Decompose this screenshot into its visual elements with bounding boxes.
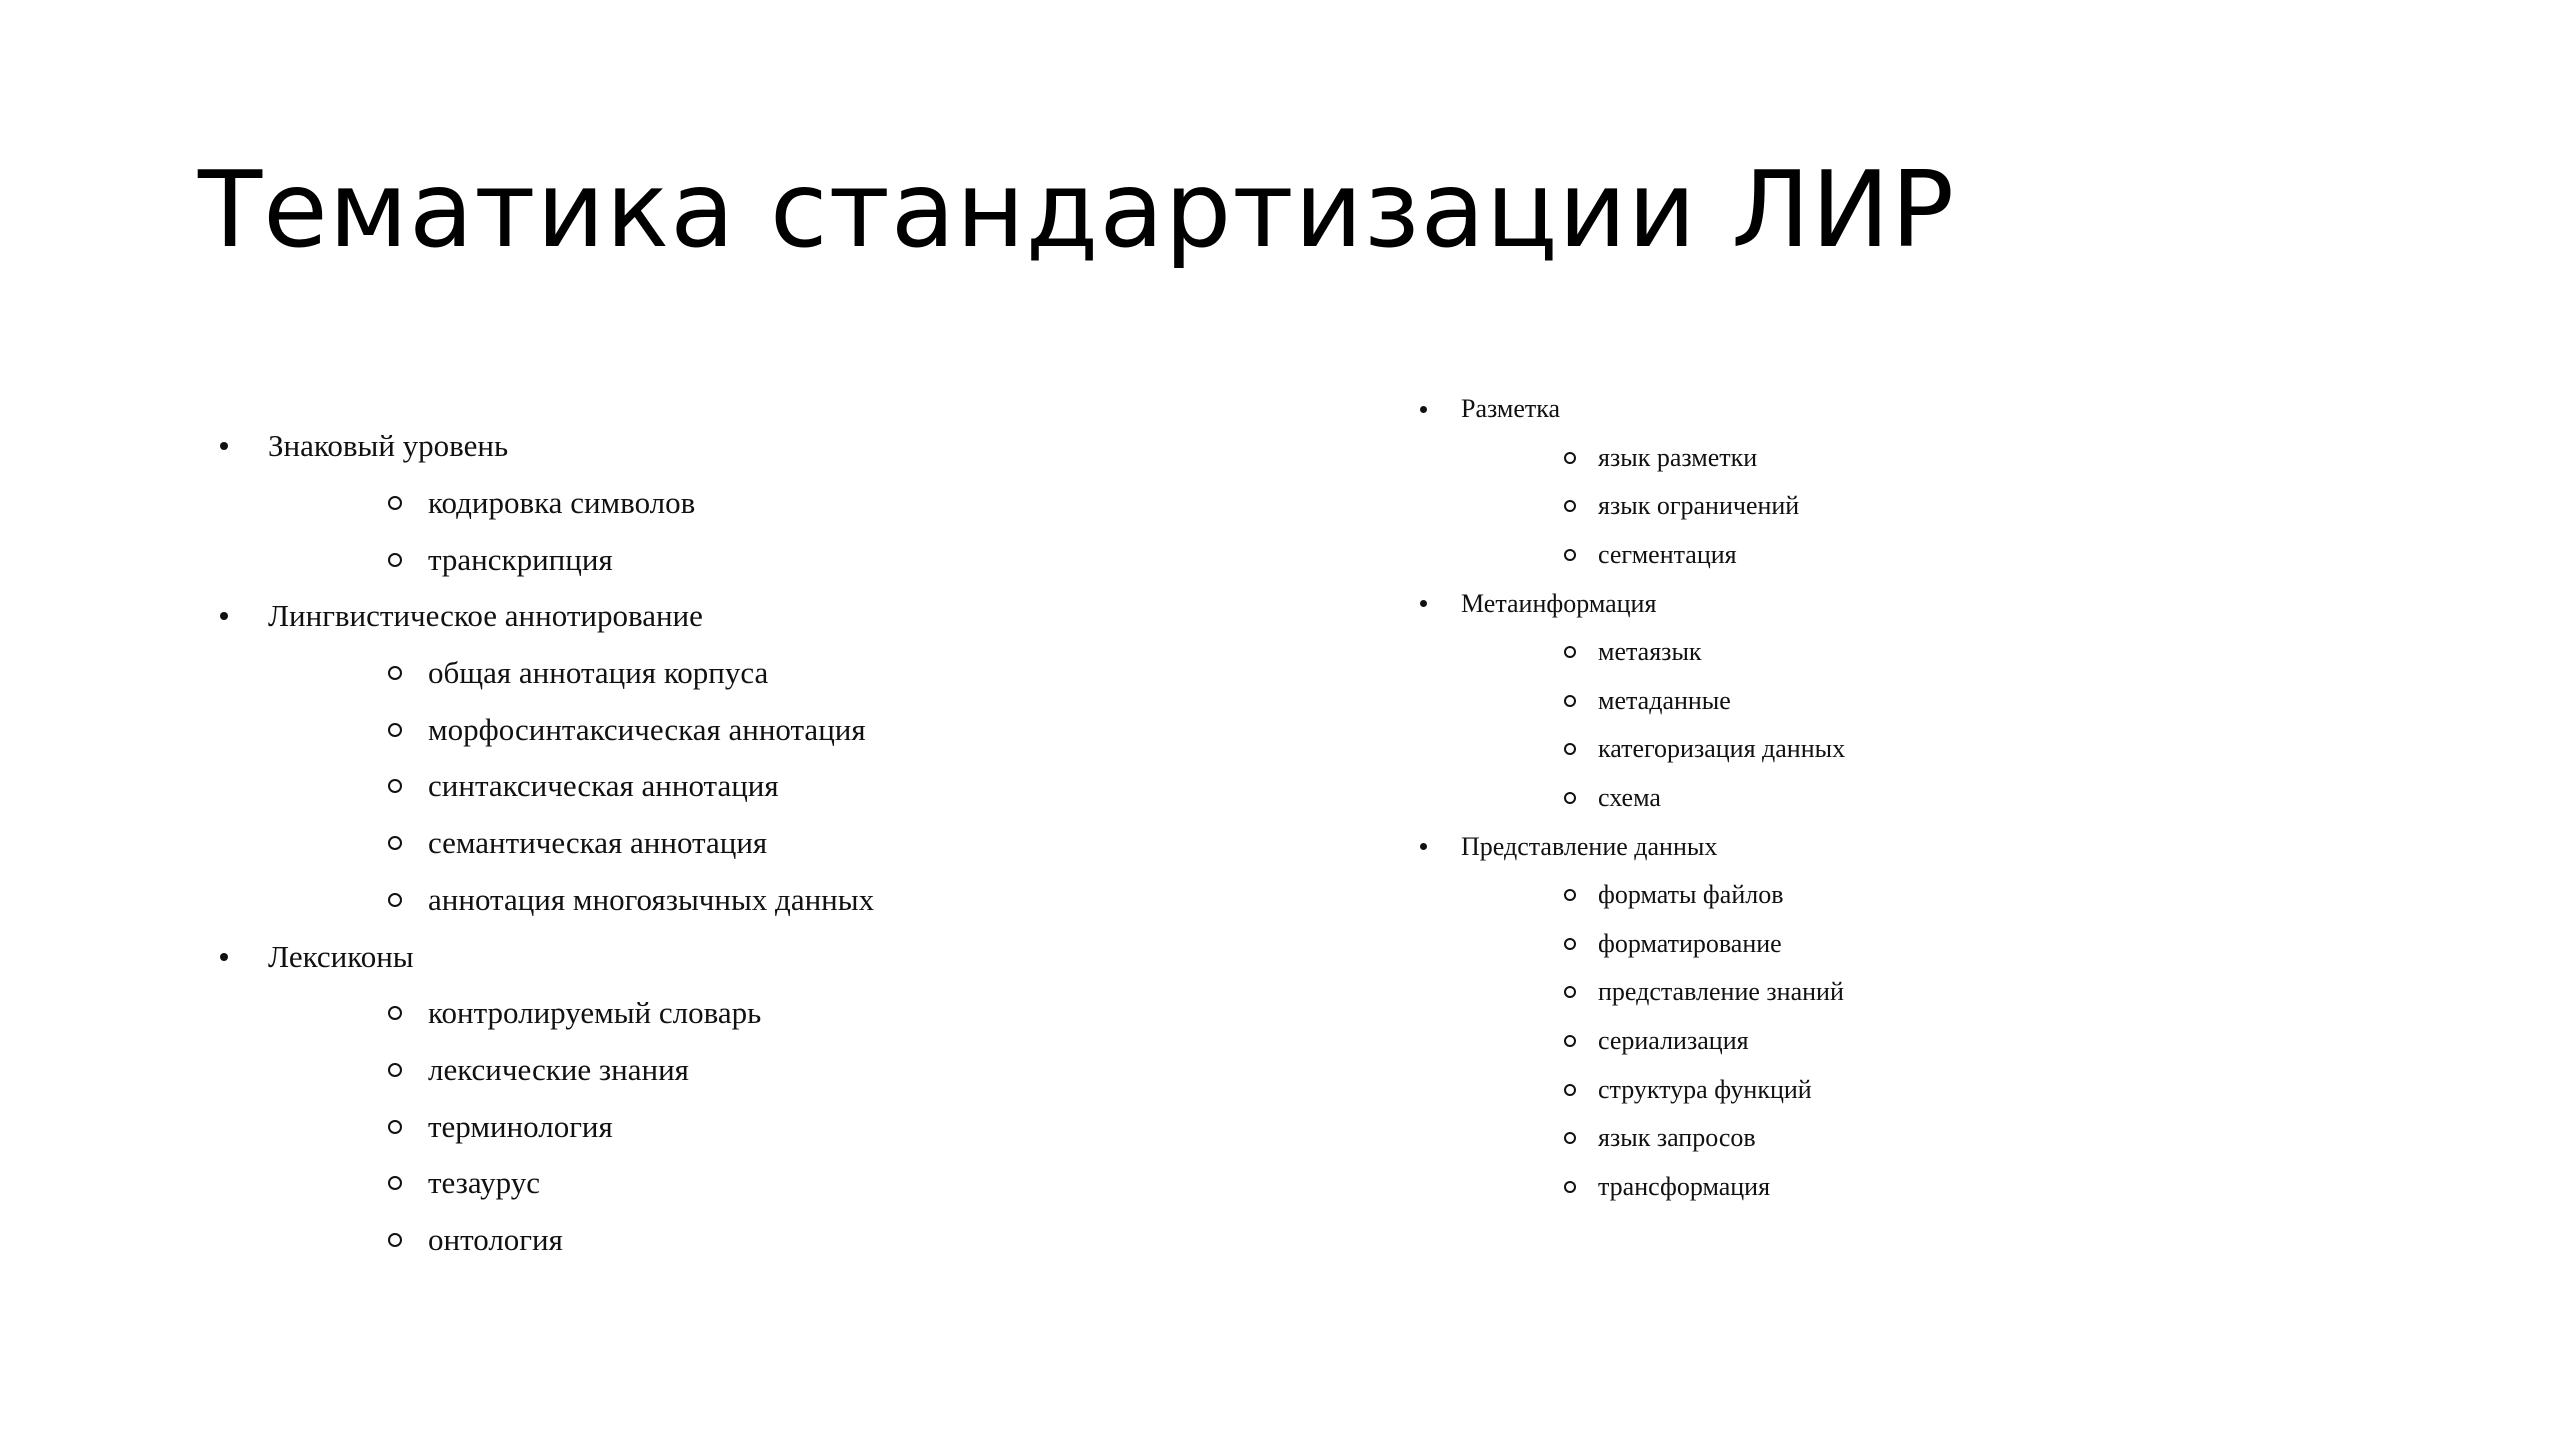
- subtopic-label: представление знаний: [1598, 977, 1844, 1007]
- bullet-circle-icon: [388, 1006, 402, 1020]
- bullet-circle-icon: [1564, 743, 1576, 755]
- bullet-circle-icon: [1564, 1132, 1576, 1144]
- subtopic-label: язык ограничений: [1598, 491, 1800, 521]
- subtopic-label: метаязык: [1598, 637, 1702, 667]
- subtopic-item: [1420, 920, 1845, 969]
- bullet-dot-icon: [1420, 600, 1427, 607]
- subtopic-item: [218, 1155, 874, 1212]
- subtopic-label: схема: [1598, 783, 1661, 813]
- bullet-circle-icon: [1564, 792, 1576, 804]
- bullet-circle-icon: [1564, 1181, 1576, 1193]
- bullet-dot-icon: [220, 442, 228, 450]
- subtopic-label: тезаурус: [428, 1165, 540, 1201]
- subtopic-label: морфосинтаксическая аннотация: [428, 711, 866, 747]
- topic-group: [218, 588, 874, 928]
- bullet-circle-icon: [388, 553, 402, 567]
- bullet-circle-icon: [388, 1063, 402, 1077]
- bullet-circle-icon: [1564, 938, 1576, 950]
- subtopic-label: язык запросов: [1598, 1123, 1756, 1153]
- subtopic-item: [218, 531, 874, 588]
- bullet-circle-icon: [1564, 986, 1576, 998]
- subtopic-item: [218, 1042, 874, 1099]
- bullet-dot-icon: [220, 612, 228, 620]
- subtopic-item: [1420, 677, 1845, 726]
- subtopic-label: транскрипция: [428, 541, 613, 577]
- topic-item: [218, 418, 874, 475]
- subtopic-label: структура функций: [1598, 1074, 1812, 1104]
- topic-group: [1420, 822, 1845, 1211]
- bullet-circle-icon: [388, 893, 402, 907]
- bullet-circle-icon: [1564, 889, 1576, 901]
- subtopic-item: [1420, 1163, 1845, 1212]
- topic-item: [218, 928, 874, 985]
- bullet-circle-icon: [388, 1120, 402, 1134]
- subtopic-item: [1420, 628, 1845, 677]
- topic-item: [1420, 822, 1845, 871]
- subtopic-label: терминология: [428, 1108, 613, 1144]
- subtopic-item: [218, 645, 874, 702]
- bullet-circle-icon: [1564, 695, 1576, 707]
- subtopic-label: язык разметки: [1598, 442, 1758, 472]
- bullet-circle-icon: [1564, 549, 1576, 561]
- right-column: [1420, 385, 1845, 1211]
- bullet-circle-icon: [388, 1176, 402, 1190]
- subtopic-item: [218, 701, 874, 758]
- topic-label: Знаковый уровень: [268, 428, 509, 464]
- topic-group: [1420, 385, 1845, 579]
- topic-group: [218, 418, 874, 588]
- subtopic-label: лексические знания: [428, 1051, 689, 1087]
- subtopic-label: синтаксическая аннотация: [428, 768, 779, 804]
- subtopic-label: общая аннотация корпуса: [428, 655, 769, 691]
- topic-item: [1420, 579, 1845, 628]
- topic-group: [1420, 579, 1845, 822]
- subtopic-item: [218, 475, 874, 532]
- topic-label: Лингвистическое аннотирование: [268, 598, 703, 634]
- slide-title: Тематика стандартизации ЛИР: [198, 149, 1956, 271]
- subtopic-item: [218, 872, 874, 929]
- subtopic-item: [218, 1098, 874, 1155]
- subtopic-label: сериализация: [1598, 1026, 1749, 1056]
- subtopic-label: категоризация данных: [1598, 734, 1846, 764]
- bullet-circle-icon: [388, 723, 402, 737]
- topic-label: Разметка: [1461, 394, 1561, 424]
- topic-item: [218, 588, 874, 645]
- left-column: [218, 418, 874, 1268]
- subtopic-item: [1420, 968, 1845, 1017]
- subtopic-label: форматирование: [1598, 928, 1782, 958]
- subtopic-label: аннотация многоязычных данных: [428, 881, 875, 917]
- subtopic-label: контролируемый словарь: [428, 995, 762, 1031]
- subtopic-label: сегментация: [1598, 540, 1737, 570]
- topic-label: Лексиконы: [268, 938, 414, 974]
- bullet-circle-icon: [1564, 1084, 1576, 1096]
- subtopic-item: [218, 985, 874, 1042]
- subtopic-label: онтология: [428, 1221, 563, 1257]
- subtopic-label: форматы файлов: [1598, 880, 1784, 910]
- bullet-circle-icon: [388, 836, 402, 850]
- subtopic-item: [1420, 1017, 1845, 1066]
- topic-group: [218, 928, 874, 1268]
- subtopic-item: [218, 758, 874, 815]
- subtopic-label: метаданные: [1598, 685, 1731, 715]
- subtopic-item: [1420, 774, 1845, 823]
- bullet-circle-icon: [388, 779, 402, 793]
- subtopic-item: [1420, 434, 1845, 483]
- subtopic-item: [1420, 482, 1845, 531]
- subtopic-item: [1420, 531, 1845, 580]
- bullet-circle-icon: [1564, 500, 1576, 512]
- bullet-circle-icon: [1564, 452, 1576, 464]
- topic-item: [1420, 385, 1845, 434]
- bullet-circle-icon: [388, 1233, 402, 1247]
- subtopic-label: семантическая аннотация: [428, 825, 768, 861]
- subtopic-item: [1420, 1065, 1845, 1114]
- bullet-circle-icon: [1564, 1035, 1576, 1047]
- subtopic-label: трансформация: [1598, 1171, 1771, 1201]
- bullet-circle-icon: [388, 666, 402, 680]
- bullet-dot-icon: [220, 953, 228, 961]
- subtopic-item: [1420, 871, 1845, 920]
- bullet-dot-icon: [1420, 843, 1427, 850]
- topic-label: Представление данных: [1461, 831, 1718, 861]
- subtopic-item: [218, 815, 874, 872]
- subtopic-item: [1420, 1114, 1845, 1163]
- bullet-circle-icon: [1564, 646, 1576, 658]
- subtopic-label: кодировка символов: [428, 485, 696, 521]
- bullet-dot-icon: [1420, 406, 1427, 413]
- subtopic-item: [218, 1212, 874, 1269]
- subtopic-item: [1420, 725, 1845, 774]
- topic-label: Метаинформация: [1461, 588, 1657, 618]
- bullet-circle-icon: [388, 496, 402, 510]
